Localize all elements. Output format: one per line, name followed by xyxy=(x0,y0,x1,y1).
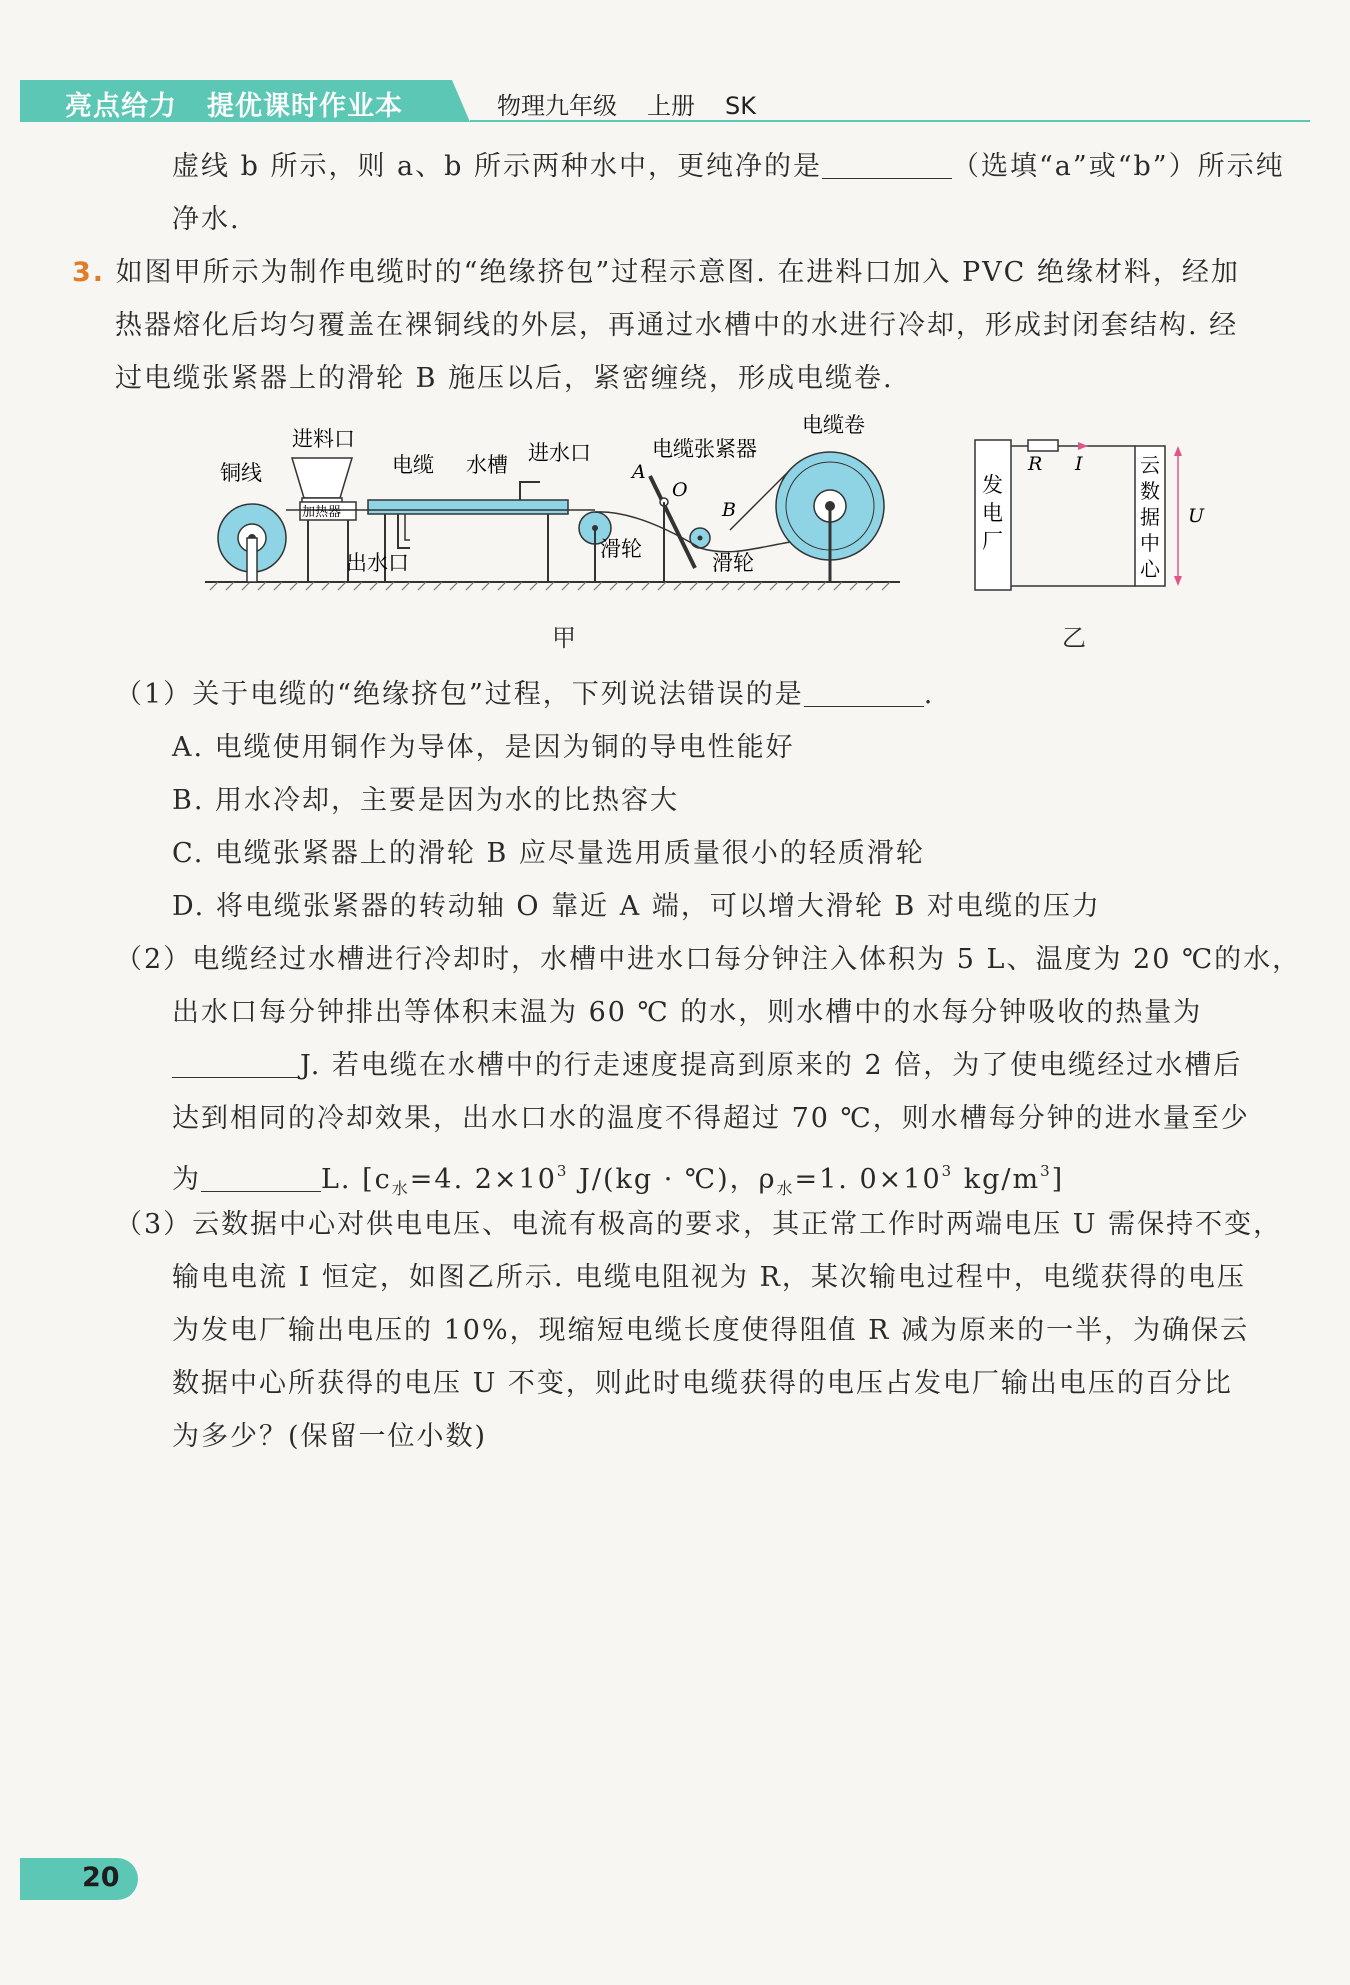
p2-line-4: 达到相同的冷却效果，出水口水的温度不得超过 70 ℃，则水槽每分钟的进水量至少 xyxy=(172,1103,1250,1134)
label-reel: 电缆卷 xyxy=(802,413,865,437)
header-brand xyxy=(65,84,403,123)
copper-reel-stand xyxy=(247,538,257,582)
continued-line-1: 虚线 b 所示，则 a、b 所示两种水中，更纯净的是 （选填“a”或“b”）所示纯 xyxy=(172,140,1285,193)
page-header xyxy=(20,80,1310,122)
p1-option-c: C. 电缆张紧器上的滑轮 B 应尽量选用质量很小的轻质滑轮 xyxy=(172,838,925,869)
current-arrow xyxy=(1078,442,1088,450)
series-name: 提优课时作业本 xyxy=(207,91,403,122)
label-B: B xyxy=(722,499,736,521)
label-O: O xyxy=(672,479,688,501)
plant-char-3: 厂 xyxy=(982,529,1003,553)
label-I: I xyxy=(1075,453,1083,475)
center-char-5: 心 xyxy=(1140,557,1160,581)
label-copper: 铜线 xyxy=(220,461,262,485)
p1-answer-blank[interactable] xyxy=(804,676,924,707)
p1-option-b: B. 用水冷却，主要是因为水的比热容大 xyxy=(172,785,680,816)
figure-diagrams xyxy=(190,410,1210,650)
p2-line-1: （2）电缆经过水槽进行冷却时，水槽中进水口每分钟注入体积为 5 L、温度为 20 ℃的水， xyxy=(115,944,1302,975)
p2-line-2: 出水口每分钟排出等体积末温为 60 ℃ 的水，则水槽中的水每分钟吸收的热量为 xyxy=(172,997,1203,1028)
page-number-tab xyxy=(20,1858,138,1900)
p1-stem: （1）关于电缆的“绝缘挤包”过程，下列说法错误的是 . xyxy=(115,668,934,721)
brand-name: 亮点给力 xyxy=(65,91,177,122)
page-number: 20 xyxy=(82,1862,120,1893)
p3-line-1: （3）云数据中心对供电电压、电流有极高的要求，其正常工作时两端电压 U 需保持不变， xyxy=(115,1209,1283,1240)
center-char-2: 数 xyxy=(1140,479,1160,503)
label-heater: 加热器 xyxy=(302,505,342,520)
inlet-pipe xyxy=(520,482,540,500)
plant-char-1: 发 xyxy=(982,473,1003,497)
center-char-3: 据 xyxy=(1140,505,1160,529)
p2-line-5: 为 L. [$c_水=4$. $2\times 10^3$ J/(kg · ℃)，$\rho_水=1$. $0\times 10^3$ $kg/m^3$] xyxy=(172,1162,1065,1198)
center-char-4: 中 xyxy=(1140,531,1160,555)
volume: 上册 xyxy=(647,92,695,120)
label-U: U xyxy=(1188,505,1205,527)
water-tank xyxy=(368,500,568,514)
q3-stem-line-2: 热器熔化后均匀覆盖在裸铜线的外层，再通过水槽中的水进行冷却，形成封闭套结构. 经 xyxy=(115,310,1239,341)
q3-stem-line-1: 3. 如图甲所示为制作电缆时的“绝缘挤包”过程示意图. 在进料口加入 PVC 绝缘材料，经加 xyxy=(72,257,1240,288)
p1-option-d: D. 将电缆张紧器的转动轴 O 靠近 A 端，可以增大滑轮 B 对电缆的压力 xyxy=(172,891,1101,922)
label-tensioner: 电缆张紧器 xyxy=(652,437,757,461)
feed-hopper xyxy=(292,458,352,498)
label-pulley-1: 滑轮 xyxy=(600,537,642,561)
center-char-1: 云 xyxy=(1140,453,1160,477)
caption-yi: 乙 xyxy=(1062,624,1086,652)
label-water-out: 出水口 xyxy=(346,551,409,575)
label-R: R xyxy=(1028,453,1043,475)
q3-stem-line-3: 过电缆张紧器上的滑轮 B 施压以后，紧密缠绕，形成电缆卷. xyxy=(115,363,894,394)
p2-heat-blank[interactable] xyxy=(172,1047,300,1078)
outlet-pipe xyxy=(398,514,410,548)
label-cable: 电缆 xyxy=(392,453,434,477)
label-feed-inlet: 进料口 xyxy=(292,427,355,451)
label-water-in: 进水口 xyxy=(528,441,591,465)
header-subject xyxy=(497,86,786,121)
label-pulley-2: 滑轮 xyxy=(712,551,754,575)
p3-line-2: 输电电流 I 恒定，如图乙所示. 电缆电阻视为 R，某次输电过程中，电缆获得的电压 xyxy=(172,1262,1246,1293)
figure-yi xyxy=(975,440,1205,590)
p3-line-4: 数据中心所获得的电压 U 不变，则此时电缆获得的电压占发电厂输出电压的百分比 xyxy=(172,1368,1233,1399)
p2-volume-blank[interactable] xyxy=(201,1161,321,1192)
figure-jia xyxy=(205,413,900,590)
caption-jia: 甲 xyxy=(552,624,576,652)
continued-line-2: 净水. xyxy=(172,204,241,235)
answer-blank[interactable] xyxy=(822,148,952,179)
p1-option-a: A. 电缆使用铜作为导体，是因为铜的导电性能好 xyxy=(172,732,795,763)
p3-line-3: 为发电厂输出电压的 10%，现缩短电缆长度使得阻值 R 减为原来的一半，为确保云 xyxy=(172,1315,1250,1346)
edition: SK xyxy=(725,92,756,120)
subject: 物理九年级 xyxy=(497,92,617,120)
label-tank: 水槽 xyxy=(466,453,508,477)
p2-line-3: J. 若电缆在水槽中的行走速度提高到原来的 2 倍，为了使电缆经过水槽后 xyxy=(172,1039,1242,1092)
question-number: 3. xyxy=(72,257,106,288)
label-A: A xyxy=(632,461,646,483)
resistor-R xyxy=(1028,440,1058,451)
p3-line-5: 为多少？(保留一位小数) xyxy=(172,1421,488,1452)
plant-char-2: 电 xyxy=(982,501,1003,525)
